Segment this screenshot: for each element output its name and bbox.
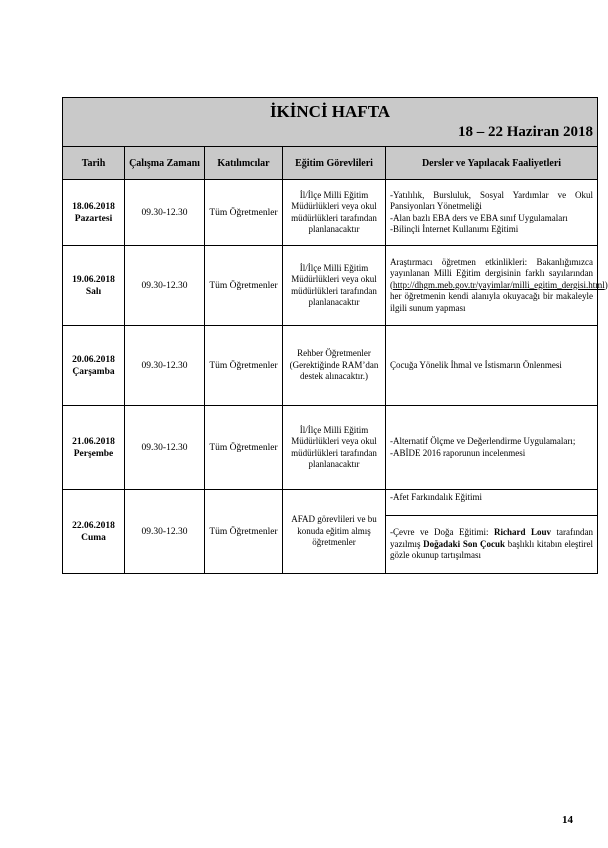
time-cell: 09.30-12.30 <box>125 490 205 574</box>
participants-cell: Tüm Öğretmenler <box>205 246 283 326</box>
activities-cell <box>386 516 598 574</box>
col-header-duty: Eğitim Görevlileri <box>283 147 386 180</box>
time-cell: 09.30-12.30 <box>125 406 205 490</box>
activity-item: -Alternatif Ölçme ve Değerlendirme Uygulamaları; <box>390 436 576 446</box>
duty-cell: İl/İlçe Milli Eğitim Müdürlükleri veya okul müdürlükleri tarafından planlanacaktır <box>283 406 386 490</box>
row-day: Cuma <box>81 532 106 543</box>
time-cell: 09.30-12.30 <box>125 326 205 406</box>
duty-cell: İl/İlçe Milli Eğitim Müdürlükleri veya okul müdürlükleri tarafından planlanacaktır <box>283 180 386 246</box>
col-header-date: Tarih <box>63 147 125 180</box>
row-date: 18.06.2018 <box>72 201 115 212</box>
date-cell <box>63 406 125 490</box>
duty-cell: AFAD görevlileri ve bu konuda eğitim almış öğretmenler <box>283 490 386 574</box>
table-row <box>63 246 598 326</box>
activities-cell <box>386 490 598 516</box>
table-row <box>63 406 598 490</box>
page-number: 14 <box>562 814 573 826</box>
activity-item: -Alan bazlı EBA ders ve EBA sınıf Uygulamaları <box>390 212 568 223</box>
journal-link[interactable]: http://dhgm.meb.gov.tr/yayimlar/milli_egitim_dergisi.html <box>393 279 605 290</box>
participants-cell: Tüm Öğretmenler <box>205 180 283 246</box>
participants-cell: Tüm Öğretmenler <box>205 326 283 406</box>
row-date: 19.06.2018 <box>72 274 115 285</box>
date-cell <box>63 326 125 406</box>
table-row <box>63 490 598 516</box>
duty-cell: Rehber Öğretmenler (Gerektiğinde RAM’dan destek alınacaktır.) <box>283 326 386 406</box>
participants-cell: Tüm Öğretmenler <box>205 406 283 490</box>
date-range: 18 – 22 Haziran 2018 <box>458 124 594 140</box>
activity-item: Araştırmacı öğretmen etkinlikleri: Bakanlığımızca yayınlanan Milli Eğitim dergisinin farklı sayılarından (http://dhgm.meb.gov.tr/yayimlar/milli_egitim_dergisi.html) her öğretmenin kendi alanıyla okuyacağı bir makaleyle ilgili sunum yapması <box>390 256 608 313</box>
table-row <box>63 180 598 246</box>
header-row <box>63 147 598 180</box>
time-cell: 09.30-12.30 <box>125 246 205 326</box>
col-header-time: Çalışma Zamanı <box>125 147 205 180</box>
activities-cell <box>386 406 598 490</box>
time-cell: 09.30-12.30 <box>125 180 205 246</box>
activity-item: -Bilinçli İnternet Kullanımı Eğitimi <box>390 224 519 234</box>
activities-cell <box>386 246 608 326</box>
row-date: 20.06.2018 <box>72 354 115 365</box>
activity-item: -Yatılılık, Bursluluk, Sosyal Yardımlar ve Okul Pansiyonları Yönetmeliği <box>390 189 594 211</box>
date-cell <box>63 490 125 574</box>
row-day: Pazartesi <box>74 213 113 224</box>
row-day: Çarşamba <box>72 366 115 377</box>
title-cell <box>63 98 598 147</box>
date-cell <box>63 246 125 326</box>
week-title: İKİNCİ HAFTA <box>269 102 391 121</box>
date-cell <box>63 180 125 246</box>
col-header-activities: Dersler ve Yapılacak Faaliyetleri <box>386 147 598 180</box>
activities-cell <box>386 180 598 246</box>
activity-item: -ABİDE 2016 raporunun incelenmesi <box>390 447 526 458</box>
schedule-table <box>62 97 608 574</box>
row-date: 22.06.2018 <box>72 520 115 531</box>
table-row <box>63 326 598 406</box>
row-day: Salı <box>85 286 102 297</box>
book-title: Doğadaki Son Çocuk <box>423 538 506 549</box>
participants-cell: Tüm Öğretmenler <box>205 490 283 574</box>
col-header-participants: Katılımcılar <box>205 147 283 180</box>
activity-item: Çocuğa Yönelik İhmal ve İstismarın Önlenmesi <box>390 359 562 370</box>
duty-cell: İl/İlçe Milli Eğitim Müdürlükleri veya okul müdürlükleri tarafından planlanacaktır <box>283 246 386 326</box>
row-date: 21.06.2018 <box>72 436 115 447</box>
book-author: Richard Louv <box>494 527 552 538</box>
row-day: Perşembe <box>73 448 114 459</box>
activity-item: -Afet Farkındalık Eğitimi <box>390 492 482 502</box>
activities-cell <box>386 326 598 406</box>
activity-item: -Çevre ve Doğa Eğitimi: Richard Louv tarafından yazılmış Doğadaki Son Çocuk başlıklı kitabın eleştirel gözle okunup tartışılması <box>390 527 594 561</box>
